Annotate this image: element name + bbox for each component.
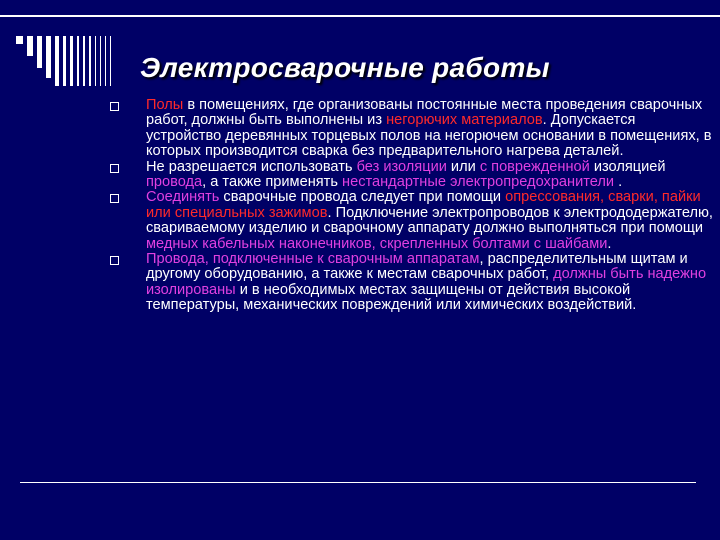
stripe — [27, 36, 33, 56]
slide-title: Электросварочные работы — [140, 52, 550, 83]
stripe — [77, 36, 79, 86]
bottom-rule — [20, 482, 696, 483]
top-rule-line — [0, 15, 720, 17]
bullet-text-run: Полы — [146, 97, 184, 113]
bullet-text-run: Соединять — [146, 189, 220, 206]
stripe — [70, 36, 73, 86]
bullet-text-run: негорючих материалов — [386, 112, 543, 129]
bullet-text-run: . Подключение электропроводов к электрододержателю, свариваемому изделию и сварочному аппарату должно выполняться при помощи — [146, 204, 713, 237]
bullet-text-run: в помещениях, где организованы постоянные места проведения сварочных работ, должны быть выполнены из — [146, 97, 703, 129]
square-bullet-icon — [110, 194, 119, 203]
bullet-text-run: без изоляции — [356, 158, 447, 175]
bullet-text-run: или — [446, 158, 480, 175]
bullet-text-run: сварочные провода следует при помощи — [219, 189, 506, 206]
bullet-text-run: медных кабельных наконечников, скрепленных болтами с шайбами — [146, 235, 608, 252]
stripe — [37, 36, 42, 68]
bullet-text-run: . — [614, 174, 623, 191]
bullet-text-run: должны быть надежно изолированы — [146, 266, 707, 298]
bullet-text-run: и в необходимых местах защищены от действия высокой температуры, механических повреждений или химических воздействий. — [146, 281, 637, 314]
stripe — [46, 36, 51, 78]
bullet-text-run: Не разрешается использовать — [146, 158, 357, 175]
bullet-text-run: изоляцией — [589, 158, 666, 175]
bullet-text-run: Провода, подключенные к сварочным аппаратам — [146, 251, 480, 268]
bullet-item — [110, 98, 714, 160]
bullet-text-run: с поврежденной — [479, 158, 590, 175]
stripe — [16, 36, 23, 44]
bullet-item — [110, 252, 714, 314]
bullet-text-run: опрессования, сварки, пайки или специальных зажимов — [146, 189, 701, 221]
bullet-text-run: , распределительным щитам и другому оборудованию, а также к местам сварочных работ, — [146, 251, 688, 283]
bullet-text-run: . — [607, 235, 612, 252]
bullet-text-run: нестандартные электропредохранители — [342, 174, 615, 191]
stripe — [89, 36, 91, 86]
stripe — [100, 36, 101, 86]
stripe — [110, 36, 111, 86]
stripe — [83, 36, 85, 86]
stripe — [63, 36, 66, 86]
bullet-text-run: , а также применять — [202, 174, 343, 191]
bullet-text-run: провода — [146, 174, 203, 191]
stripe — [95, 36, 96, 86]
bullet-text-run: . Допускается устройство деревянных торцевых полов на негорючем основании в помещениях, в которых производится сварка без предварительного нагрева деталей. — [146, 112, 712, 160]
bullet-list — [110, 98, 714, 314]
bullet-item — [110, 190, 714, 252]
stripe — [105, 36, 106, 86]
square-bullet-icon — [110, 102, 119, 111]
stripe — [55, 36, 59, 86]
bullet-item — [110, 160, 714, 191]
square-bullet-icon — [110, 256, 119, 265]
square-bullet-icon — [110, 164, 119, 173]
